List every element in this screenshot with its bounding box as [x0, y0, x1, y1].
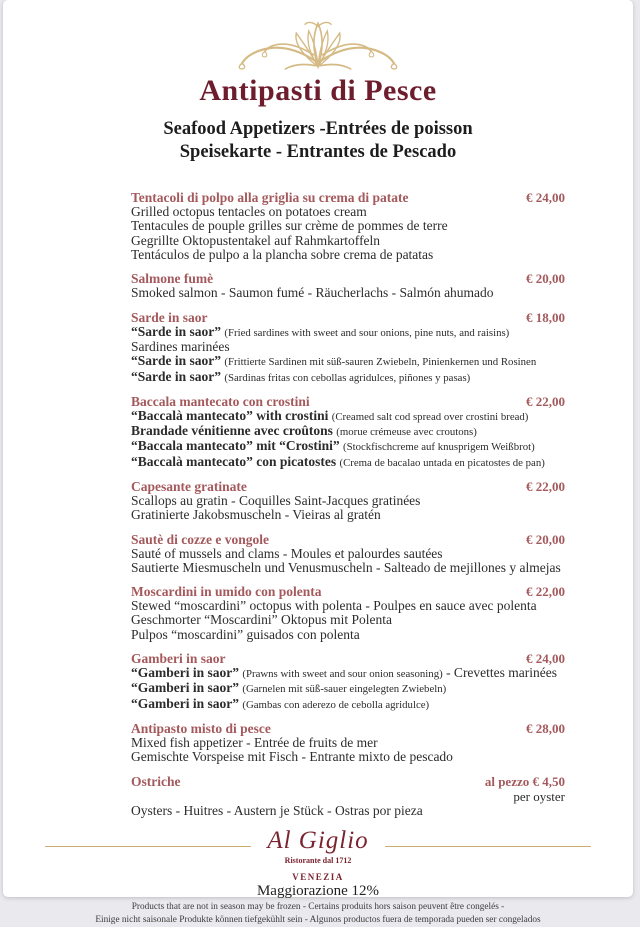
item-price-main: € 22,00 [526, 584, 565, 600]
item-desc-line [131, 613, 565, 627]
item-name: Sarde in saor [131, 309, 208, 325]
item-header [131, 532, 565, 547]
item-price-main: € 28,00 [526, 720, 565, 736]
item-header [131, 310, 565, 325]
desc-segment: Pulpos “moscardini” guisados con polenta [131, 626, 360, 642]
item-name: Baccala mantecato con crostini [131, 393, 310, 409]
item-desc-line [131, 219, 565, 233]
item-header [131, 584, 565, 599]
desc-segment: Smoked salmon - Saumon fumé - Räucherlachs - Salmón ahumado [131, 285, 494, 301]
menu-item [131, 394, 565, 470]
menu-items [131, 190, 565, 818]
item-price [526, 584, 565, 599]
menu-item [131, 190, 565, 262]
surcharge-note: Maggiorazione 12% [256, 882, 380, 899]
fleur-de-lis-ornament-icon [230, 20, 406, 70]
item-desc-line [131, 736, 565, 750]
item-desc-line [131, 561, 565, 575]
restaurant-tagline: Ristorante dal 1712 [284, 855, 352, 865]
desc-segment: (Garnelen mit süß-sauer eingelegten Zwiebeln) [242, 683, 447, 696]
desc-segment: Stewed “moscardini” octopus with polenta - Poulpes en sauce avec polenta [131, 598, 537, 614]
desc-segment: “Sarde in saor” [131, 353, 225, 369]
desc-segment: “Gamberi in saor” [131, 680, 243, 696]
desc-segment: Tentáculos de pulpo a la plancha sobre crema de patatas [131, 247, 434, 263]
item-name: Capesante gratinate [131, 478, 247, 494]
item-price [526, 651, 565, 666]
desc-segment: Geschmorter “Moscardini” Oktopus mit Polenta [131, 612, 392, 628]
item-header [131, 651, 565, 666]
desc-segment: Gemischte Vorspeise mit Fisch - Entrante mixto de pescado [131, 749, 453, 765]
desc-segment: Gratinierte Jakobsmuscheln - Vieiras al gratén [131, 507, 381, 523]
page-subtitle [3, 118, 633, 163]
item-desc-line [131, 354, 565, 369]
menu-item [131, 479, 565, 523]
item-name: Antipasto misto di pesce [131, 720, 271, 736]
item-price [526, 190, 565, 205]
item-price [526, 310, 565, 325]
item-price [526, 479, 565, 494]
subtitle-line-2: Speisekarte - Entrantes de Pescado [179, 141, 457, 162]
item-desc-line [131, 599, 565, 613]
desc-segment: Sardines marinées [131, 338, 230, 354]
item-desc-line [131, 750, 565, 764]
item-desc-line [131, 547, 565, 561]
item-price-main: € 24,00 [526, 651, 565, 667]
desc-segment: “Baccalà mantecato” with crostini [131, 407, 332, 423]
desc-segment: Mixed fish appetizer - Entrée de fruits de mer [131, 734, 378, 750]
desc-segment: (Creamed salt cod spread over crostini bread) [331, 410, 529, 423]
desc-segment: (Sardinas fritas con cebollas agridulces, piñones y pasas) [224, 371, 471, 384]
gold-rule-left [45, 846, 251, 847]
menu-item [131, 774, 565, 818]
gold-rule-right [385, 846, 591, 847]
city-label: VENEZIA [292, 871, 344, 882]
item-desc-line [131, 234, 565, 248]
menu-item [131, 721, 565, 765]
item-price-main: € 22,00 [526, 393, 565, 409]
item-desc-line [131, 248, 565, 262]
item-desc-line [131, 681, 565, 696]
item-desc-line [131, 804, 565, 818]
desc-segment: (Crema de bacalao untada en picatostes de pan) [339, 456, 545, 469]
restaurant-logo: Al Giglio [267, 826, 369, 854]
item-price-main: € 22,00 [526, 478, 565, 494]
item-price [485, 774, 565, 804]
item-desc-line [131, 666, 565, 681]
subtitle-line-1: Seafood Appetizers -Entrées de poisson [163, 119, 473, 139]
desc-segment: (Prawns with sweet and sour onion seasoning) [242, 668, 443, 681]
item-price [526, 721, 565, 736]
desc-segment: (Gambas con aderezo de cebolla agridulce) [242, 698, 430, 711]
item-name: Ostriche [131, 773, 181, 789]
item-price-main: € 18,00 [526, 309, 565, 325]
item-price-main: € 20,00 [526, 271, 565, 287]
desc-segment: (morue crémeuse avec croutons) [336, 426, 477, 439]
item-name: Sautè di cozze e vongole [131, 531, 269, 547]
item-desc-line [131, 370, 565, 385]
desc-segment: “Baccalà mantecato” con picatostes [131, 453, 340, 469]
desc-segment: “Gamberi in saor” [131, 665, 243, 681]
item-price [526, 394, 565, 409]
item-price [526, 532, 565, 547]
desc-segment: (Fried sardines with sweet and sour onions, pine nuts, and raisins) [224, 326, 510, 339]
item-desc-line [131, 508, 565, 522]
item-header [131, 271, 565, 286]
desc-segment: Gegrillte Oktopustentakel auf Rahmkartoffeln [131, 232, 381, 248]
desc-segment: “Gamberi in saor” [131, 695, 243, 711]
desc-segment: Tentacules de pouple grilles sur crème de pommes de terre [131, 218, 448, 234]
item-desc-line [131, 455, 565, 470]
item-desc-line [131, 439, 565, 454]
item-desc-line [131, 286, 565, 300]
footer-logo-row [45, 828, 591, 865]
item-header [131, 774, 565, 804]
desc-segment: Sautierte Miesmuscheln und Venusmuscheln - Salteado de mejillones y almejas [131, 559, 561, 575]
item-desc-line [131, 494, 565, 508]
page-title: Antipasti di Pesce [199, 74, 437, 107]
item-desc-line [131, 424, 565, 439]
menu-item [131, 532, 565, 576]
item-desc-line [131, 340, 565, 354]
item-header [131, 721, 565, 736]
menu-item [131, 271, 565, 300]
item-price-main: € 20,00 [526, 531, 565, 547]
item-price [526, 271, 565, 286]
item-price-main: al pezzo € 4,50 [484, 773, 565, 789]
item-desc-line [131, 697, 565, 712]
desc-segment: Grilled octopus tentacles on potatoes cream [131, 204, 367, 220]
desc-segment: “Sarde in saor” [131, 323, 225, 339]
menu-page [3, 0, 633, 925]
menu-item [131, 651, 565, 712]
footer-note-line-1: Products that are not in season may be frozen - Certains produits hors saison peuvent être congelés - [131, 901, 505, 912]
item-name: Salmone fumè [131, 271, 214, 287]
item-name: Gamberi in saor [131, 651, 226, 667]
footer-note-line-2: Einige nicht saisonale Produkte können tiefgekühlt sein - Algunos productos fuera de temporada pueden ser congelados [95, 914, 541, 925]
item-desc-line [131, 628, 565, 642]
item-price-main: € 24,00 [526, 190, 565, 206]
item-desc-line [131, 205, 565, 219]
desc-segment: “Baccala mantecato” mit “Crostini” [131, 438, 343, 454]
desc-segment: - Crevettes marinées [442, 665, 558, 681]
menu-item [131, 584, 565, 642]
item-header [131, 394, 565, 409]
item-name: Tentacoli di polpo alla griglia su crema di patate [131, 190, 409, 206]
item-price-sub: per oyster [513, 788, 565, 804]
menu-item [131, 310, 565, 385]
desc-segment: Brandade vénitienne avec croûtons [131, 423, 337, 439]
item-desc-line [131, 409, 565, 424]
desc-segment: Oysters - Huitres - Austern je Stück - Ostras por pieza [131, 802, 423, 818]
item-name: Moscardini in umido con polenta [131, 584, 322, 600]
footer [3, 828, 633, 927]
desc-segment: (Frittierte Sardinen mit süß-sauren Zwiebeln, Pinienkernen und Rosinen [224, 356, 537, 369]
desc-segment: “Sarde in saor” [131, 368, 225, 384]
logo-block [267, 828, 368, 865]
desc-segment: Scallops au gratin - Coquilles Saint-Jacques gratinées [131, 492, 421, 508]
desc-segment: Sauté of mussels and clams - Moules et palourdes sautées [131, 545, 443, 561]
item-desc-line [131, 325, 565, 340]
footer-notes [3, 901, 633, 927]
desc-segment: (Stockfischcreme auf knusprigem Weißbrot) [342, 441, 535, 454]
item-header [131, 479, 565, 494]
item-header [131, 190, 565, 205]
